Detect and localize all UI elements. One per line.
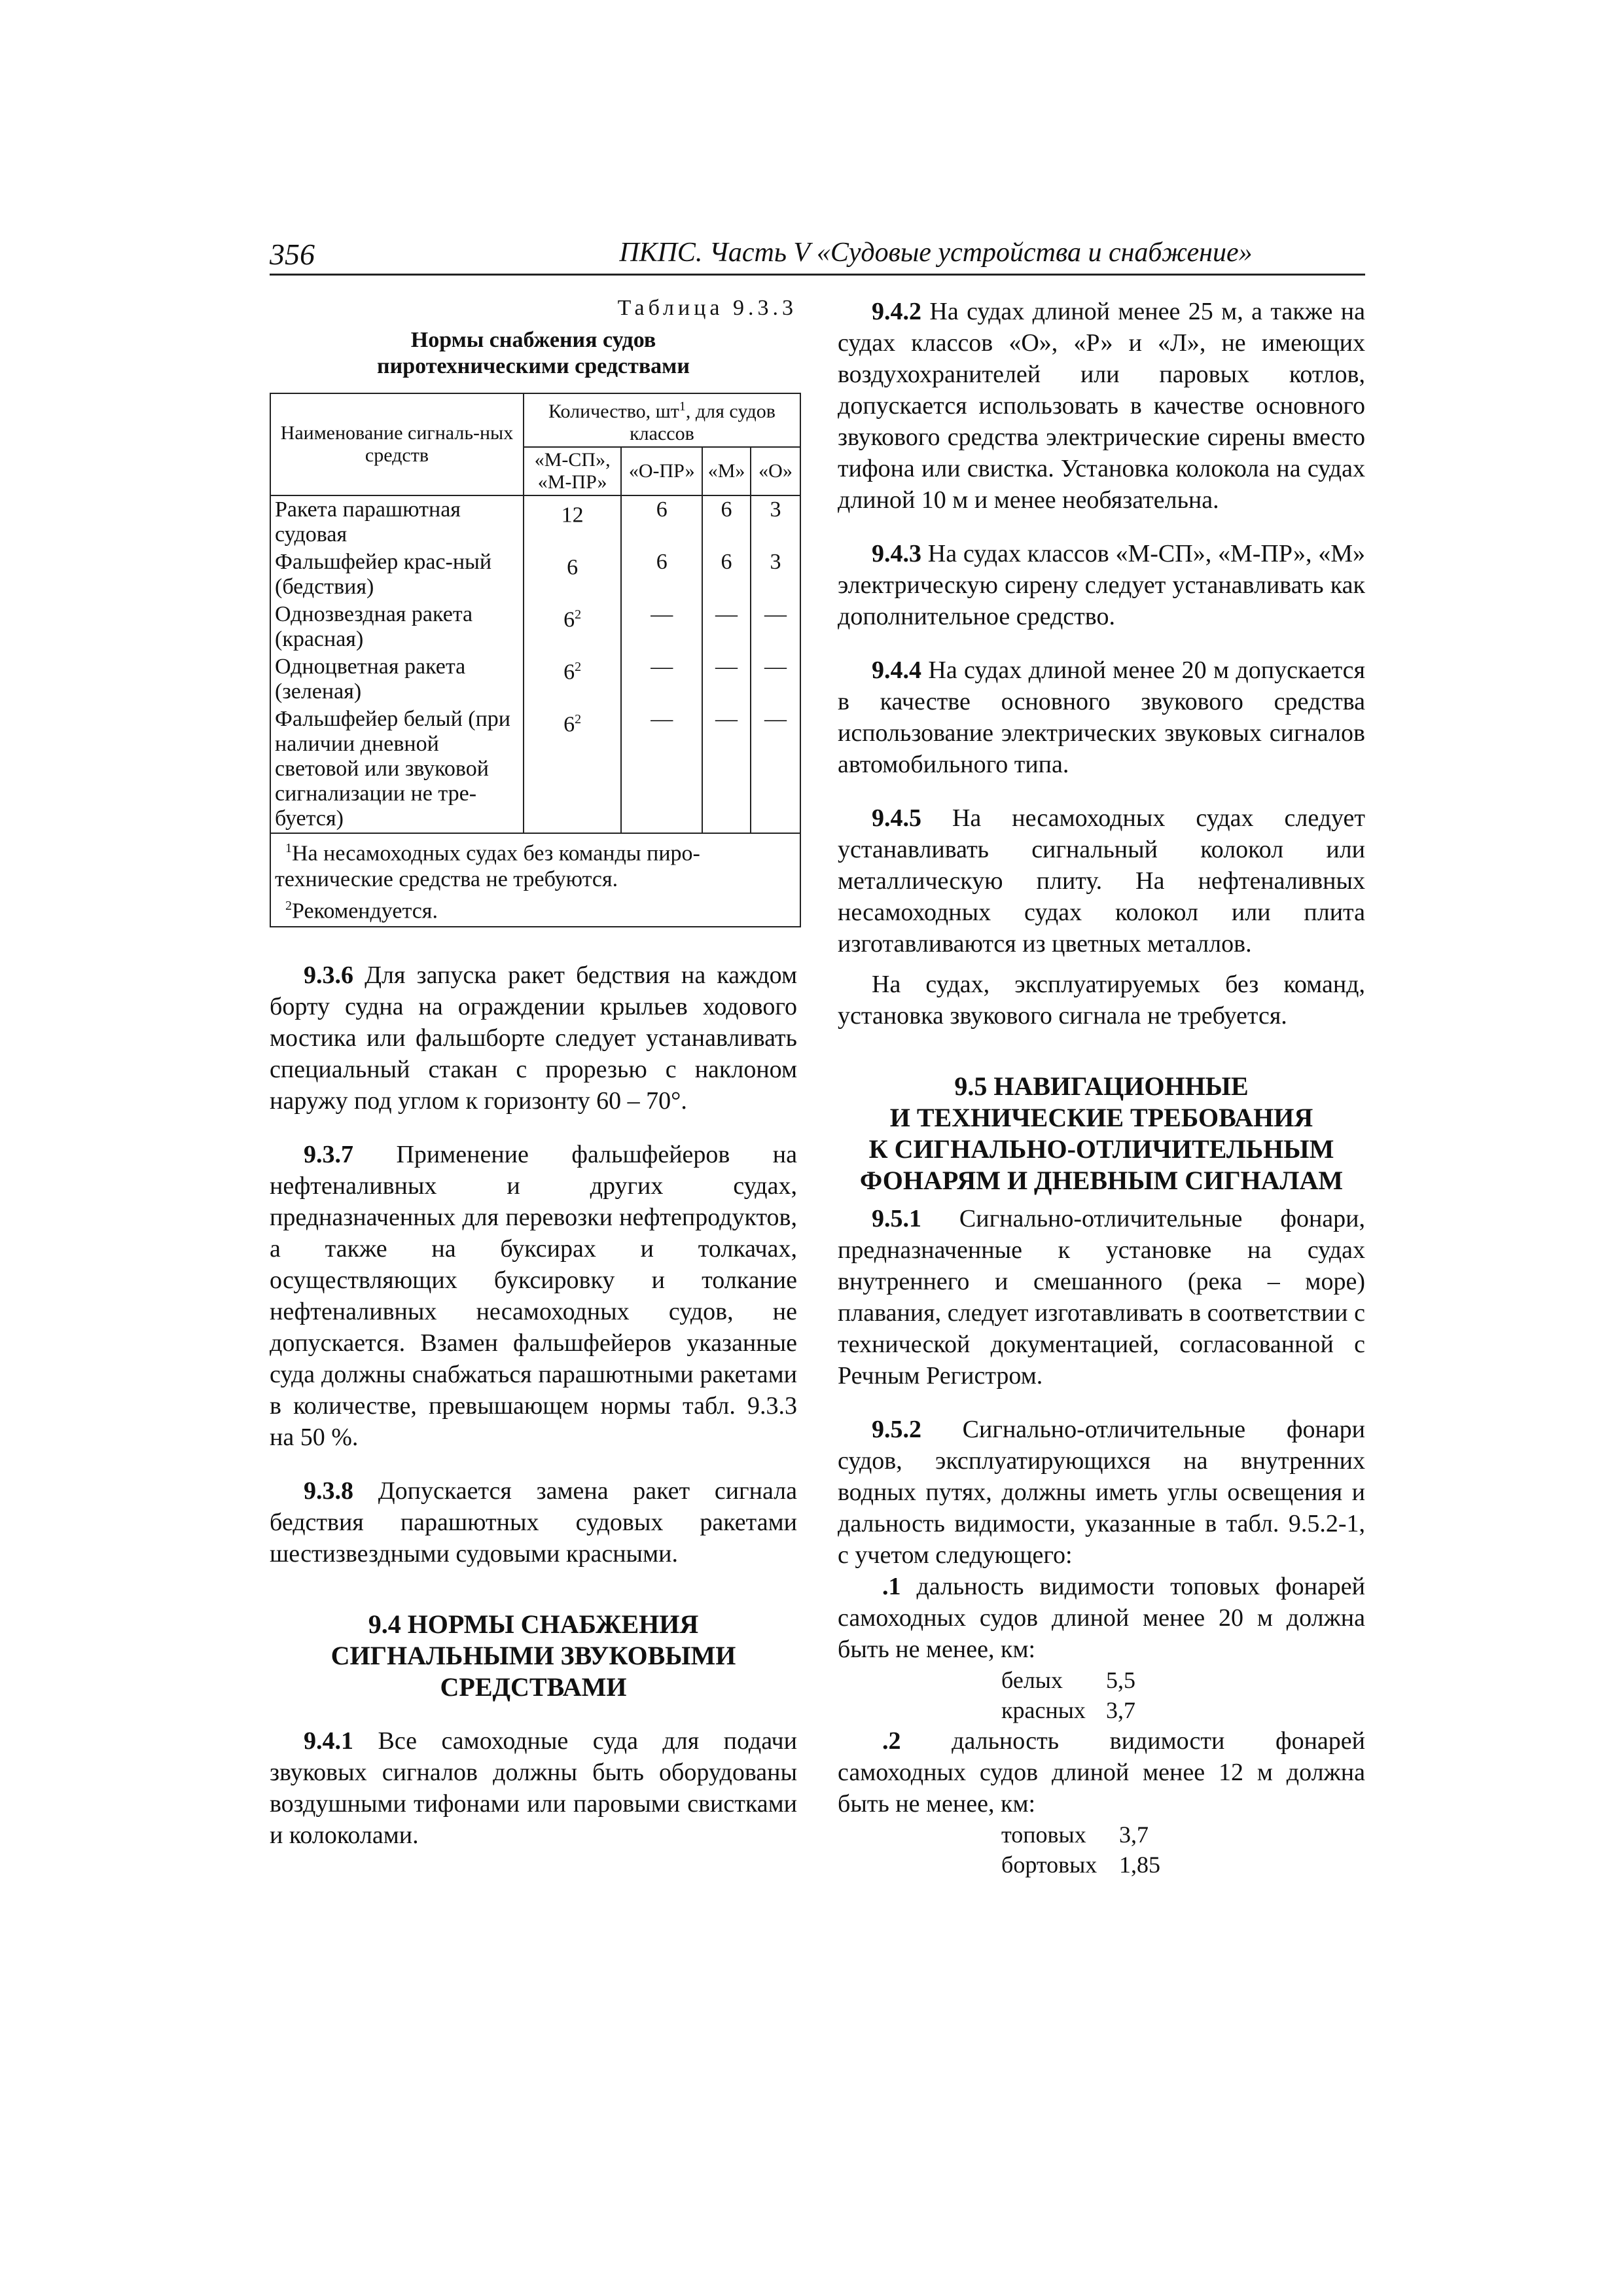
paragraph-9-3-7: 9.3.7 Применение фальшфейеров на нефтеналивных и других судах, предназначенных для перевозки нефтепродуктов, а также на буксирах и толкачах, осуществляющих буксировку и толкание нефтеналивных несамоходных судов, не допускается. Взамен фальшфейеров указанные суда должны снабжаться парашютными ракетами в количестве, превышающем нормы табл. 9.3.3 на 50 %.: [270, 1141, 797, 1451]
table-caption: Таблица 9.3.3: [617, 296, 797, 320]
cell: 3: [751, 495, 800, 548]
cell: 6: [621, 495, 702, 548]
table-row: [270, 601, 800, 653]
cell: —: [621, 601, 702, 653]
class-header: «М»: [702, 447, 751, 495]
cell: —: [751, 706, 800, 833]
cell: —: [751, 601, 800, 653]
paragraph-9-4-3: 9.4.3 На судах классов «М-СП», «М-ПР», «М» электрическую сирену следует устанавливать как дополнительное средство.: [838, 540, 1365, 630]
cell: —: [702, 601, 751, 653]
table-footnotes: [270, 833, 800, 927]
paragraph-9-4-1: 9.4.1 Все самоходные суда для подачи звуковых сигналов должны быть оборудованы воздушными тифонами или паровыми свистками и колоколами.: [270, 1727, 797, 1849]
section-heading-9-4: 9.4 НОРМЫ СНАБЖЕНИЯ СИГНАЛЬНЫМИ ЗВУКОВЫМИ СРЕДСТВАМИ: [330, 1609, 736, 1702]
class-header: «О»: [751, 447, 800, 495]
paragraph-9-4-5-b: На судах, эксплуатируемых без команд, установка звукового сигнала не требуется.: [838, 971, 1365, 1030]
table-row: [270, 653, 800, 706]
left-column-text: [270, 960, 797, 1851]
running-title: ПКПС. Часть V «Судовые устройства и снабжение»: [619, 238, 1253, 268]
table-title-line2: пиротехническими средствами: [377, 354, 690, 378]
row-name: Фальшфейер крас-ный (бедствия): [270, 548, 524, 601]
table-title-line1: Нормы снабжения судов: [410, 328, 656, 352]
cell: —: [621, 706, 702, 833]
value-row: красных 3,7: [1001, 1697, 1135, 1723]
right-column-text: [838, 296, 1365, 1880]
table-row: [270, 495, 800, 548]
class-header: «М-СП», «М-ПР»: [524, 447, 622, 495]
table-row: [270, 548, 800, 601]
pyrotechnics-table: [270, 393, 801, 927]
item-1: .1 дальность видимости топовых фонарей самоходных судов длиной менее 20 м должна быть не менее, км:: [838, 1573, 1366, 1663]
footnote-1: $^1$На несамоходных судах без команды пиро-технические средства не требуются.: [275, 841, 700, 892]
cell: 6: [621, 548, 702, 601]
cell: 6: [524, 548, 622, 601]
row-name: Фальшфейер белый (при наличии дневной световой или звуковой сигнализации не тре-буется): [270, 706, 524, 833]
cell: $6^2$: [524, 653, 622, 706]
value-row: топовых 3,7: [1001, 1821, 1149, 1848]
paragraph-9-3-8: 9.3.8 Допускается замена ракет сигнала бедствия парашютных судовых ракетами шестизвездными судовыми красными.: [270, 1477, 797, 1568]
section-heading-9-5: 9.5 НАВИГАЦИОННЫЕ И ТЕХНИЧЕСКИЕ ТРЕБОВАНИЯ К СИГНАЛЬНО-ОТЛИЧИТЕЛЬНЫМ ФОНАРЯМ И ДНЕВНЫМ СИГНАЛАМ: [859, 1071, 1344, 1195]
cell: —: [751, 653, 800, 706]
row-name: Ракета парашютная судовая: [270, 495, 524, 548]
paragraph-9-5-1: 9.5.1 Сигнально-отличительные фонари, предназначенные к установке на судах внутреннего и смешанного (река – море) плавания, следует изготавливать в соответствии с технической документацией, согласованной с Речным Регистром.: [838, 1205, 1365, 1390]
cell: 12: [524, 495, 622, 548]
cell: 6: [702, 495, 751, 548]
footnote-2: $^2$Рекомендуется.: [285, 899, 438, 924]
item-2: .2 дальность видимости фонарей самоходных судов длиной менее 12 м должна быть не менее, км:: [838, 1727, 1365, 1818]
paragraph-9-5-2: 9.5.2 Сигнально-отличительные фонари судов, эксплуатирующихся на внутренних водных путях, должны иметь углы освещения и дальность видимости, указанные в табл. 9.5.2-1, с учетом следующего:: [838, 1416, 1365, 1569]
header-rule: [270, 274, 1365, 276]
cell: 6: [702, 548, 751, 601]
cell: $6^2$: [524, 601, 622, 653]
cell: —: [702, 706, 751, 833]
cell: —: [621, 653, 702, 706]
class-header: «О-ПР»: [621, 447, 702, 495]
row-name: Однозвездная ракета (красная): [270, 601, 524, 653]
paragraph-9-4-2: 9.4.2 На судах длиной менее 25 м, а также на судах классов «О», «Р» и «Л», не имеющих воздухохранителей или паровых котлов, допускается использовать в качестве основного звукового средства электрические сирены вместо тифона или свистка. Установка колокола на судах длиной 10 м и менее необязательна.: [838, 298, 1366, 514]
table-title: [270, 327, 797, 380]
paragraph-9-3-6: 9.3.6 Для запуска ракет бедствия на каждом борту судна на ограждении крыльев ходового мостика или фальшборте следует устанавливать специальный стакан с прорезью с наклоном наружу под углом к горизонту 60 – 70°.: [270, 961, 797, 1115]
page-number: 356: [270, 238, 315, 271]
table-row: [270, 706, 800, 833]
paragraph-9-4-4: 9.4.4 На судах длиной менее 20 м допускается в качестве основного звукового средства использование электрических звуковых сигналов автомобильного типа.: [838, 656, 1365, 778]
col-header-qty: Количество, $шт^1$, для судов классов: [524, 393, 800, 447]
value-row: белых 5,5: [1001, 1667, 1135, 1693]
col-header-name: Наименование сигналь-ных средств: [270, 393, 524, 495]
cell: —: [702, 653, 751, 706]
cell: $6^2$: [524, 706, 622, 833]
row-name: Одноцветная ракета (зеленая): [270, 653, 524, 706]
cell: 3: [751, 548, 800, 601]
value-row: бортовых 1,85: [1001, 1852, 1160, 1878]
paragraph-9-4-5: 9.4.5 На несамоходных судах следует устанавливать сигнальный колокол или металлическую плиту. На нефтеналивных несамоходных судах колокол или плита изготавливаются из цветных металлов.: [838, 804, 1365, 958]
